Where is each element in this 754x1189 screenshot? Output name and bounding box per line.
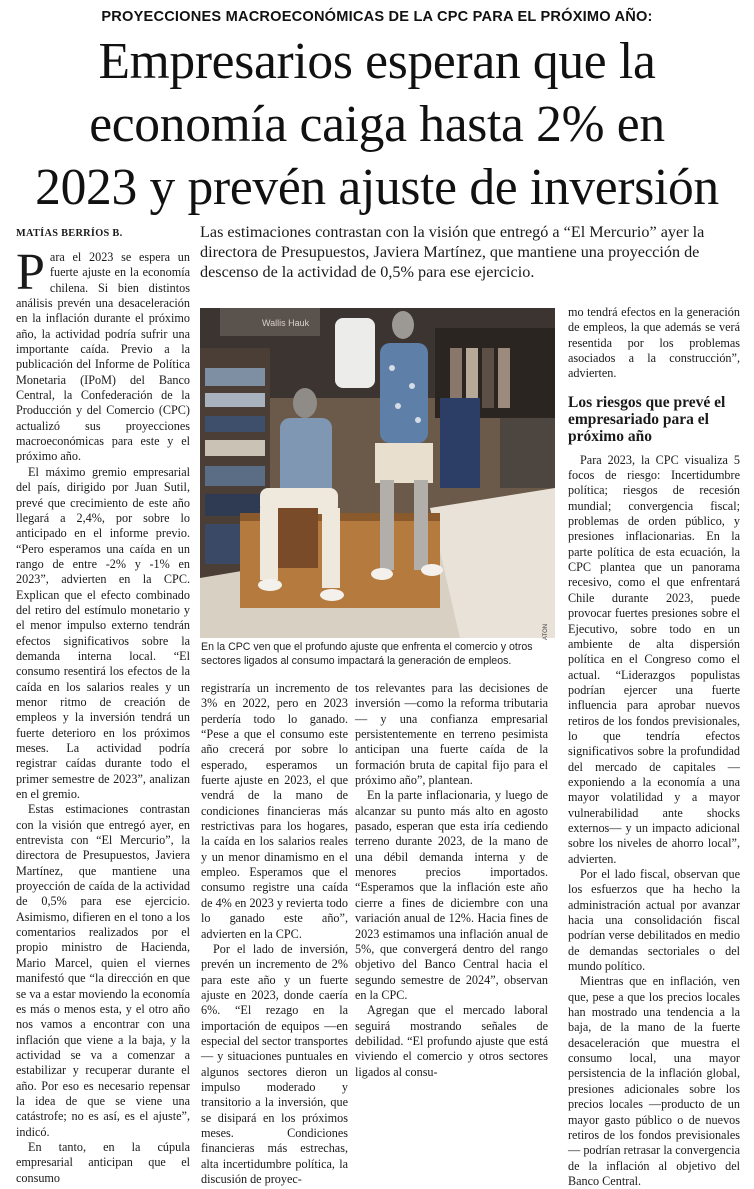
- photo-caption: En la CPC ven que el profundo ajuste que enfrenta el comercio y otros sectores ligados al consumo impactará la generación de empleos.: [201, 641, 533, 667]
- paragraph: mo tendrá efectos en la generación de empleos, la que además se verá resentida por los problemas asociados a la construcción”, advierten.: [568, 305, 740, 381]
- byline: MATÍAS BERRÍOS B.: [16, 228, 123, 239]
- headline: [12, 30, 742, 219]
- paragraph: Por el lado de inversión, prevén un incremento de 2% para este año y un fuerte ajuste en 2023, donde caería 6%. “El rezago en la importación de equipos —en especial del sector transportes— y situaciones puntuales en algunos sectores dieron un impulso moderado y transitorio a la inversión, que se disipará en los próximos meses. Condiciones financieras más estrechas, alta incertidumbre política, la discusión de proyec-: [201, 941, 348, 1186]
- paragraph: En la parte inflacionaria, y luego de alcanzar su punto más alto en agosto pasado, esperan que esta iría cediendo terreno durante 2023, de la mano de una débil demanda interna y de menores precios importados. “Esperamos que la inflación este año cierre a fines de diciembre con una variación anual de 12%. Hacia fines de 2023 estimamos una inflación anual de 5%, que convergerá dentro del rango objetivo del Banco Central hacia el segundo semestre de 2024”, observan en la CPC.: [355, 788, 548, 1002]
- paragraph-text: ara el 2023 se espera un fuerte ajuste en la economía chilena. Si bien distintos análisis prevén una desaceleración en la inflación durante el próximo año, la actividad podría sufrir una importante caída. Previo a la publicación del Informe de Política Monetaria (IPoM) del Banco Central, la Confederación de la Producción y del Comercio (CPC) actualizó sus proyecciones macroeconómicas para este y el próximo año.: [16, 250, 190, 464]
- paragraph: Por el lado fiscal, observan que los esfuerzos que ha hecho la administración actual por avanzar hacia una consolidación fiscal podrían verse debilitados en medio de demandas sectoriales o del mundo político.: [568, 867, 740, 974]
- article-column-1: [16, 244, 190, 1185]
- headline-line-2: economía caiga hasta 2% en: [89, 96, 665, 153]
- article-column-2: [201, 681, 348, 1186]
- paragraph: registraría un incremento de 3% en 2022, pero en 2023 perdería todo lo ganado. “Pese a que el consumo este año crecerá por sobre lo esperado, esperamos un fuerte ajuste en 2023, el que vendrá de la mano de condiciones financieras más restrictivas para los hogares, la caída en los salarios reales y un menor dinamismo en el empleo. Esperamos que el consumo registre una caída de 4% en 2023 y revierta todo lo ganado este año”, advierten en la CPC.: [201, 681, 348, 941]
- photo-credit: ATON: [543, 623, 549, 640]
- paragraph: Estas estimaciones contrastan con la visión que entregó ayer, en entrevista con “El Mercurio”, la directora de Presupuestos, Javiera Martínez, que mantiene una proyección de caída de la actividad de 0,5% para ese ejercicio. Asimismo, difieren en el tono a los comentarios realizados por el propio ministro de Hacienda, Mario Marcel, quien el viernes manifestó que “la dirección en que se va a estar moviendo la economía es más o menos esta, y el otro año nos vamos a encontrar con una inflación que viene a la baja, y la actividad se va a comenzar a estabilizar y recuperar durante el año. Por eso es necesario repensar la idea de que se viene una catástrofe; no es así, es el ajuste”, indicó.: [16, 802, 190, 1139]
- article-column-3: [355, 681, 548, 1081]
- paragraph: Agregan que el mercado laboral seguirá mostrando señales de debilidad. “El profundo ajuste que está viviendo el comercio y otros sectores ligados al consu-: [355, 1003, 548, 1079]
- article-column-4: [568, 305, 740, 1188]
- paragraph: El máximo gremio empresarial del país, dirigido por Juan Sutil, prevé que crecimiento de este año llegará a 2,4%, por sobre lo anticipado en el informe previo. “Pero esperamos una caída en un rango de entre -2% y -1% en 2023”, advierten en la CPC. Explican que el efecto combinado del retiro del estímulo monetario y el menor impulso externo tendrán efectos significativos sobre la demanda interna local. “El consumo resentirá los efectos de la caída en los salarios reales y un menor ritmo de creación de empleos y la inversión tendrá un fuerte deterioro en los próximos meses. La actividad podría registrar caídas durante todo el primer semestre de 2023”, analizan en el gremio.: [16, 464, 190, 802]
- paragraph: En tanto, en la cúpula empresarial anticipan que el consumo: [16, 1139, 190, 1185]
- store-photo: [200, 308, 555, 638]
- lede: Las estimaciones contrastan con la visión que entregó a “El Mercurio” ayer la directora de Presupuestos, Javiera Martínez, que mantiene una proyección de descenso de la actividad de 0,5% para ese ejercicio.: [200, 223, 705, 282]
- drop-cap: P: [16, 244, 45, 301]
- kicker: PROYECCIONES MACROECONÓMICAS DE LA CPC PARA EL PRÓXIMO AÑO:: [101, 9, 653, 25]
- paragraph: [16, 244, 190, 465]
- headline-line-1: Empresarios esperan que la: [98, 33, 656, 90]
- section-subheading: Los riesgos que prevé el empresariado para el próximo año: [568, 393, 726, 445]
- store-sign: Wallis Hauk: [262, 318, 310, 328]
- paragraph: Para 2023, la CPC visualiza 5 focos de riesgo: Incertidumbre política; riesgos de recesión mundial; convergencia fiscal; problemas de orden público, y presiones inflacionarias. En la parte política de esta ecuación, la CPC plantea que un panorama recesivo, como el que enfrentará Chile durante 2023, puede provocar fuertes presiones sobre el Ejecutivo, sobre todo en un ambiente de alta dispersión política en el Congreso como el actual. “Liderazgos populistas podrían ejercer una fuerte influencia para aprobar nuevos retiros de los fondos previsionales, lo que tendría efectos significativos sobre la profundidad del mercado de capitales —exponiendo a la economía a una mayor volatilidad y a mayor vulnerabilidad ante shocks externos— y un impacto adicional sobre los niveles de ahorro local”, advierten.: [568, 452, 740, 866]
- paragraph: tos relevantes para las decisiones de inversión —como la reforma tributaria— y una confianza empresarial persistentemente en terreno pesimista anticipan una fuerte caída de la formación bruta de capital fijo para el próximo año”, plantean.: [355, 681, 548, 788]
- headline-line-3: 2023 y prevén ajuste de inversión: [35, 159, 719, 216]
- paragraph: Mientras que en inflación, ven que, pese a que los precios locales han mostrado una tendencia a la baja, de la mano de la fuerte desaceleración que muestra el consumo local, una mayor persistencia de la inflación global, presiones adicionales sobre los precios locales —producto de un mayor gasto público o de nuevos retiros de los fondos previsionales— podrían retrasar la convergencia de la inflación al objetivo del Banco Central.: [568, 974, 740, 1188]
